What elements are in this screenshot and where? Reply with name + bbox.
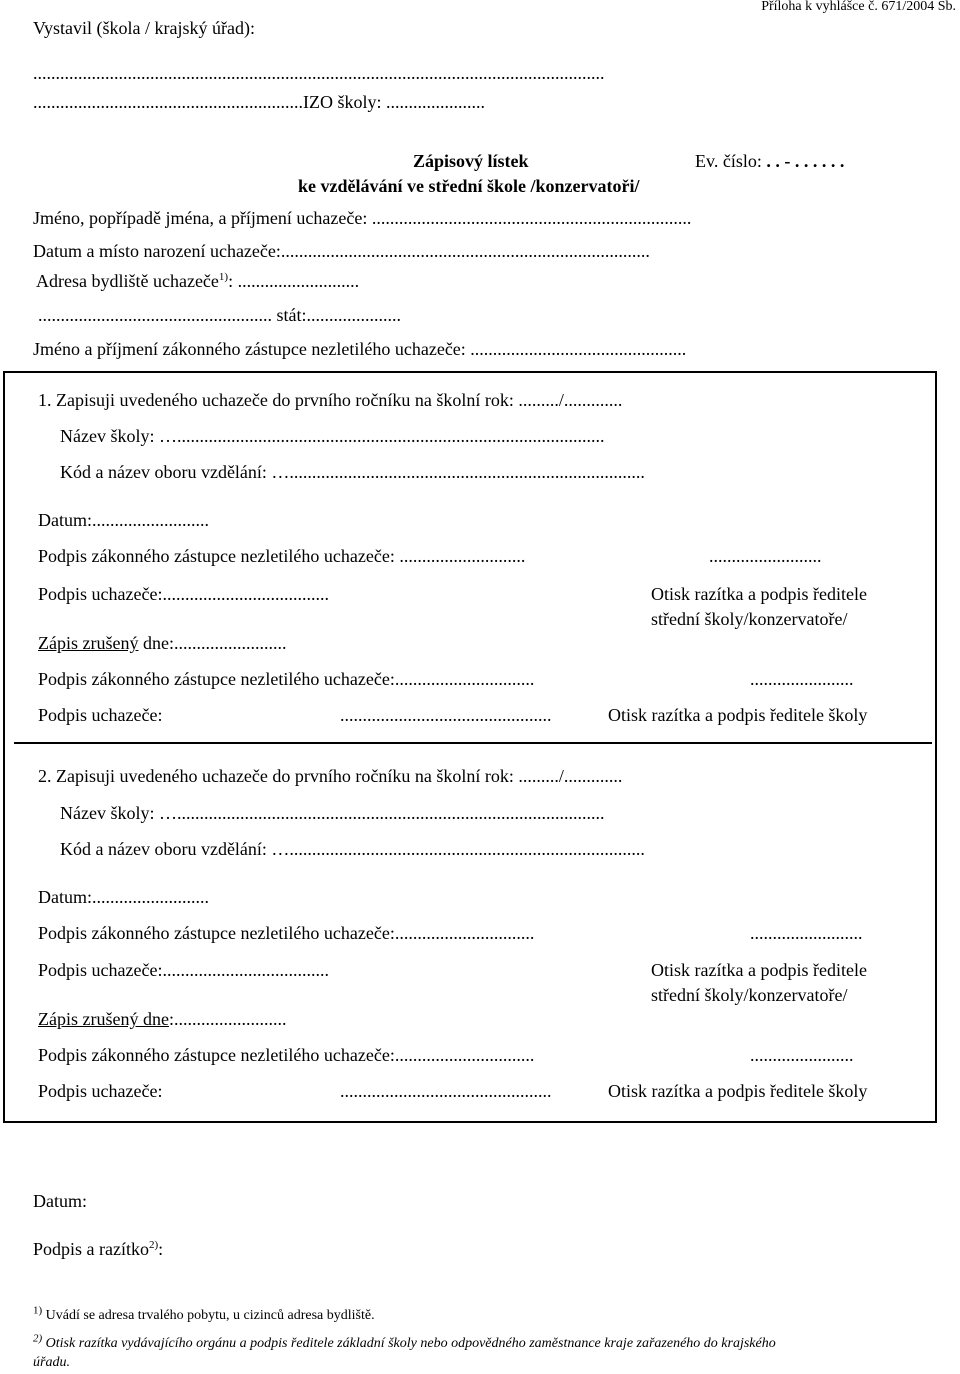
section2-school-line: Název školy: …............................................................................................... [60,803,605,823]
section1-field-line: Kód a název oboru vzdělání: …............................................................................... [60,462,645,482]
address-label: Adresa bydliště uchazeče [36,271,219,291]
applicant-name-line: Jméno, popřípadě jména, a příjmení uchazeče: ....................................................................... [33,208,692,228]
section1-guardian-sign2: Podpis zákonného zástupce nezletilého uchazeče:............................... [38,669,535,689]
section2-guardian-sign2: Podpis zákonného zástupce nezletilého uchazeče:............................... [38,1045,535,1065]
section2-cancel-dots: :......................... [168,1009,287,1029]
section2-cancel-line [38,1010,286,1028]
form-title: Zápisový lístek [413,151,529,171]
address-dots: : ........................... [228,271,360,291]
section1-cancel-label: Zápis zrušený [38,633,139,653]
footnote-1-text: Uvádí se adresa trvalého pobytu, u cizinců adresa bydliště. [42,1308,375,1323]
section2-guardian-dots: ......................... [750,923,863,943]
issuer-label: Vystavil (škola / krajský úřad): [33,18,255,38]
section2-cancel-label: Zápis zrušený dne [38,1009,169,1029]
section2-date-line: Datum:.......................... [38,887,209,907]
annex-note: Příloha k vyhlášce č. 671/2004 Sb. [761,0,956,14]
footnote-2-ref: 2) [33,1332,43,1345]
ev-number-label [695,152,844,170]
section1-applicant-sign: Podpis uchazeče:..................................... [38,584,329,604]
bottom-sign-colon: : [158,1239,164,1259]
section-divider [14,742,932,744]
footnote-2-continued: úřadu. [33,1355,70,1370]
section1-cancel-dots: dne:......................... [138,633,287,653]
section1-cancel-line [38,634,286,652]
section1-enroll-line: 1. Zapisuji uvedeného uchazeče do prvního ročníku na školní rok: ........./............. [38,390,623,410]
bottom-date: Datum: [33,1191,87,1211]
applicant-address-line [36,272,359,290]
section1-applicant-sign2-label: Podpis uchazeče: [38,705,163,725]
section2-applicant-sign: Podpis uchazeče:..................................... [38,960,329,980]
section2-stamp-line2: střední školy/konzervatoře/ [651,985,848,1005]
section1-applicant-sign2-dots: ............................................... [340,705,552,725]
footnote-2 [33,1332,776,1351]
bottom-sign-label: Podpis a razítko [33,1239,149,1259]
section2-applicant-sign2-label: Podpis uchazeče: [38,1081,163,1101]
section1-school-line: Název školy: …............................................................................................... [60,426,605,446]
section2-enroll-line: 2. Zapisuji uvedeného uchazeče do prvního ročníku na školní rok: ........./............. [38,766,623,786]
guardian-name-line: Jméno a příjmení zákonného zástupce nezletilého uchazeče: ................................................ [33,339,687,359]
section1-stamp-school: Otisk razítka a podpis ředitele školy [608,705,868,725]
ev-number-dots: . . - . . . . . . [766,151,845,171]
address-footnote-ref: 1) [218,271,229,283]
section2-guardian-sign: Podpis zákonného zástupce nezletilého uchazeče:............................... [38,923,535,943]
izo-line: ............................................................IZO školy: ...................... [33,92,485,112]
section2-field-line: Kód a název oboru vzdělání: …............................................................................... [60,839,645,859]
footnote-1 [33,1304,375,1323]
applicant-birth-line: Datum a místo narození uchazeče:.................................................................................. [33,241,650,261]
bottom-sign-line [33,1240,163,1258]
issuer-dots-line: ............................................................................................................................... [33,63,605,83]
section2-stamp-line1: Otisk razítka a podpis ředitele [651,960,867,980]
ev-number-text: Ev. číslo: [695,151,762,171]
footnote-1-ref: 1) [33,1304,43,1317]
section1-stamp-line2: střední školy/konzervatoře/ [651,609,848,629]
bottom-sign-footnote-ref: 2) [148,1239,159,1251]
section2-stamp-school: Otisk razítka a podpis ředitele školy [608,1081,868,1101]
section2-applicant-sign2-dots: ............................................... [340,1081,552,1101]
section1-date-line: Datum:.......................... [38,510,209,530]
form-subtitle: ke vzdělávání ve střední škole /konzervatoři/ [298,176,640,196]
section1-guardian-dots: ......................... [709,546,822,566]
section1-stamp-line1: Otisk razítka a podpis ředitele [651,584,867,604]
section1-guardian-sign: Podpis zákonného zástupce nezletilého uchazeče: ............................ [38,546,526,566]
footnote-2-text: Otisk razítka vydávajícího orgánu a podpis ředitele základní školy nebo odpovědného zaměstnance kraje zařazeného do krajského [42,1336,776,1351]
section1-guardian-dots2: ....................... [750,669,854,689]
state-line: .................................................... stát:..................... [38,305,401,325]
section2-guardian-dots2: ....................... [750,1045,854,1065]
